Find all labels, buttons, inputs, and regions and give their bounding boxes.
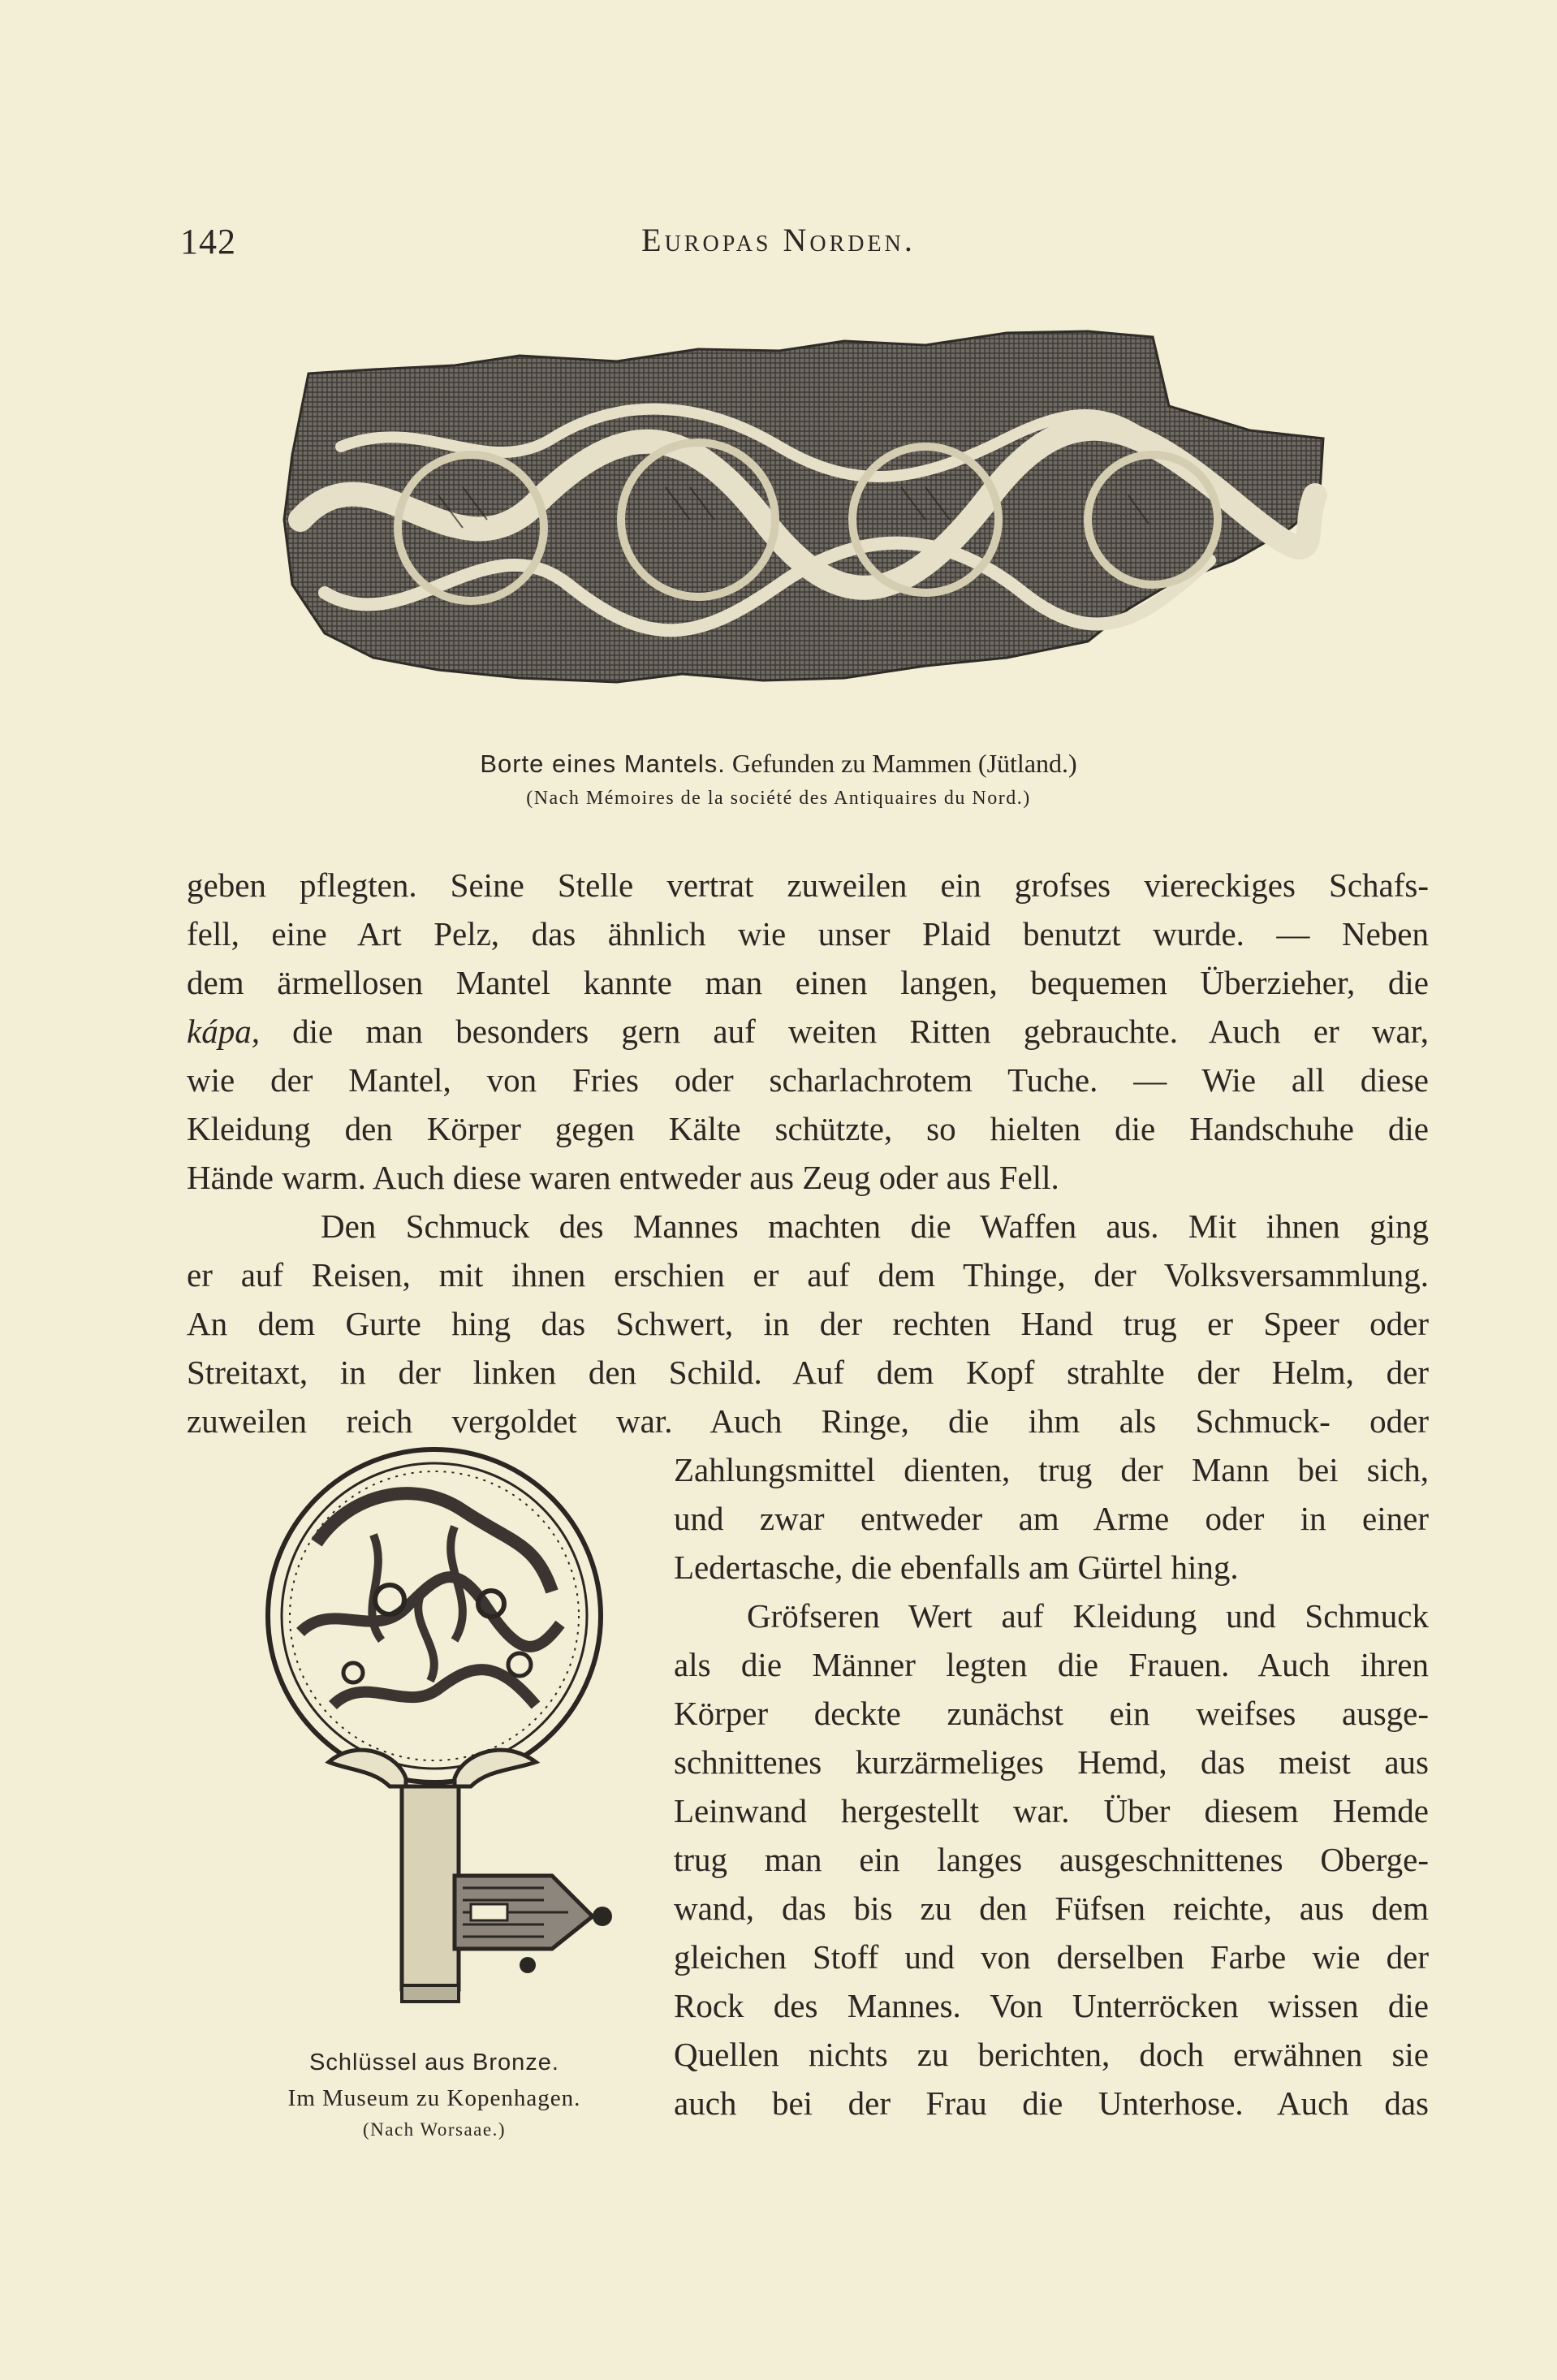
text-line: auch bei der Frau die Unterhose. Auch das — [674, 2084, 1429, 2122]
text-fragment: die man besonders gern auf weiten Ritten gebrauchte. Auch er war, — [292, 1013, 1429, 1050]
text-line: trug man ein langes ausgeschnittenes Oberge- — [674, 1841, 1429, 1878]
text-line: schnittenes kurzärmeliges Hemd, das meist aus — [674, 1743, 1429, 1781]
text-line: Gröfseren Wert auf Kleidung und Schmuck — [747, 1597, 1429, 1635]
figure-source: (Nach Mémoires de la société des Antiquaires du Nord.) — [526, 788, 1031, 809]
text-line: Rock des Mannes. Von Unterröcken wissen die — [674, 1987, 1429, 2024]
bronze-key-illustration — [211, 1445, 658, 2030]
text-line: als die Männer legten die Frauen. Auch ihren — [674, 1646, 1429, 1683]
text-line — [187, 1012, 1429, 1051]
running-title: Europas Norden. — [641, 222, 916, 258]
text-line: An dem Gurte hing das Schwert, in der rechten Hand trug er Speer oder — [187, 1305, 1429, 1342]
text-line: Quellen nichts zu berichten, doch erwähnen sie — [674, 2036, 1429, 2073]
key-caption-museum: Im Museum zu Kopenhagen. — [287, 2085, 581, 2111]
key-caption-title: Schlüssel aus Bronze. — [309, 2050, 559, 2075]
text-line: Streitaxt, in der linken den Schild. Auf dem Kopf strahlte der Helm, der — [187, 1354, 1429, 1391]
text-line: er auf Reisen, mit ihnen erschien er auf dem Thinge, der Volksversammlung. — [187, 1256, 1429, 1294]
text-line: zuweilen reich vergoldet war. Auch Ringe, die ihm als Schmuck- oder — [187, 1402, 1429, 1440]
key-caption-source: (Nach Worsaae.) — [362, 2119, 507, 2140]
figure-caption — [0, 749, 1557, 779]
text-line: Körper deckte zunächst ein weifses ausge- — [674, 1695, 1429, 1732]
text-line: dem ärmellosen Mantel kannte man einen langen, bequemen Überzieher, die — [187, 964, 1429, 1001]
text-line: und zwar entweder am Arme oder in einer — [674, 1500, 1429, 1537]
figure-caption-bold: Borte eines Mantels. — [480, 749, 726, 778]
figure-caption-text: Gefunden zu Mammen (Jütland.) — [731, 749, 1077, 778]
text-line: Den Schmuck des Mannes machten die Waffen aus. Mit ihnen ging — [321, 1207, 1429, 1245]
text-line: Ledertasche, die ebenfalls am Gürtel hing. — [674, 1549, 1239, 1586]
page-number: 142 — [180, 222, 236, 261]
text-line: wie der Mantel, von Fries oder scharlachrotem Tuche. — Wie all diese — [187, 1061, 1429, 1099]
embroidered-border-illustration — [276, 317, 1331, 715]
text-line: Kleidung den Körper gegen Kälte schützte, so hielten die Handschuhe die — [187, 1110, 1429, 1147]
text-line: geben pflegten. Seine Stelle vertrat zuweilen ein grofses viereckiges Schafs- — [187, 866, 1429, 904]
italic-term: kápa, — [187, 1013, 260, 1050]
text-line: fell, eine Art Pelz, das ähnlich wie unser Plaid benutzt wurde. — Neben — [187, 915, 1429, 952]
text-line: gleichen Stoff und von derselben Farbe wie der — [674, 1938, 1429, 1976]
text-line: wand, das bis zu den Füfsen reichte, aus dem — [674, 1890, 1429, 1927]
text-line: Hände warm. Auch diese waren entweder aus Zeug oder aus Fell. — [187, 1159, 1059, 1196]
text-line: Zahlungsmittel dienten, trug der Mann bei sich, — [674, 1451, 1429, 1488]
text-line: Leinwand hergestellt war. Über diesem Hemde — [674, 1792, 1429, 1829]
